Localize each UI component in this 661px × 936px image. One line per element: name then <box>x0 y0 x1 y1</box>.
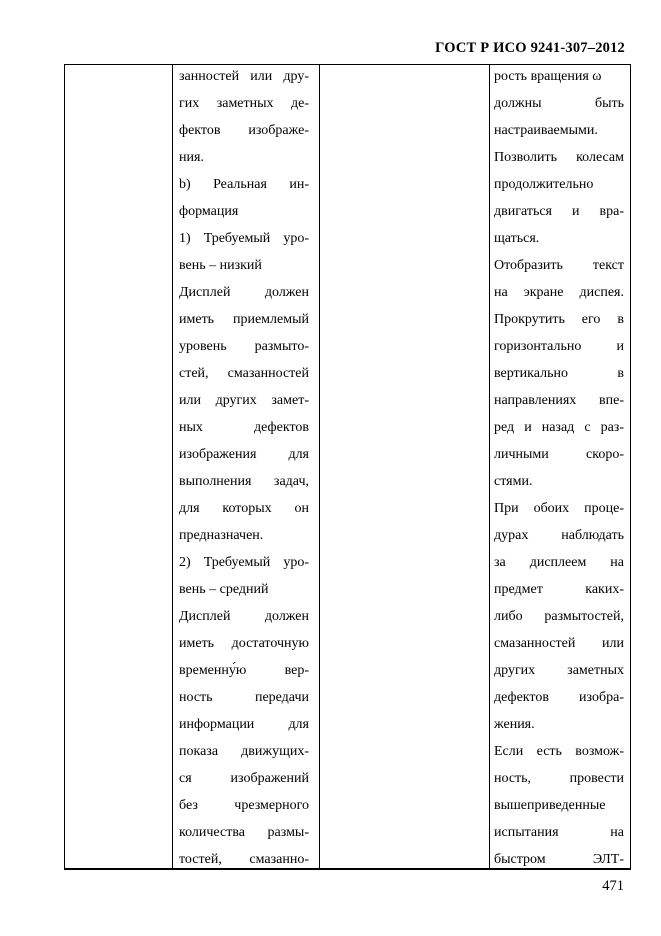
text-line: ность передачи <box>179 690 309 705</box>
text-line: тостей, смазанно- <box>179 852 309 867</box>
text-line: рость вращения ω <box>494 69 602 84</box>
text-line: информации для <box>179 717 309 732</box>
text-line: двигаться и вра- <box>494 204 624 219</box>
text-line: жения. <box>494 717 535 732</box>
text-line: ред и назад с раз- <box>494 420 624 435</box>
text-line: фектов изображе- <box>179 123 309 138</box>
page-number: 471 <box>602 878 624 894</box>
table-column-requirements <box>173 65 320 868</box>
text-line: должны быть <box>494 96 624 111</box>
text-line: без чрезмерного <box>179 798 309 813</box>
text-line: занностей или дру- <box>179 69 309 84</box>
test-procedure-text <box>490 63 630 873</box>
text-line: за дисплеем на <box>494 555 624 570</box>
text-line: быстром ЭЛТ- <box>494 852 624 867</box>
text-line: Отобразить текст <box>494 258 624 273</box>
text-line: вышеприведенные <box>494 798 606 813</box>
text-line: Дисплей должен <box>179 609 309 624</box>
text-line: личными скоро- <box>494 447 624 462</box>
text-line: смазанностей или <box>494 636 624 651</box>
text-line: вень – низкий <box>179 258 262 273</box>
text-line: или других замет- <box>179 393 309 408</box>
text-line: вень – средний <box>179 582 269 597</box>
text-line: ных дефектов <box>179 420 309 435</box>
text-line: на экране диспея. <box>494 285 624 300</box>
text-line: других заметных <box>494 663 624 678</box>
requirements-text <box>173 63 319 873</box>
text-line: для которых он <box>179 501 309 516</box>
text-line: временну́ю вер- <box>179 663 309 678</box>
text-line: b) Реальная ин- <box>179 177 309 192</box>
text-line: стями. <box>494 474 533 489</box>
text-line: настраиваемыми. <box>494 123 598 138</box>
text-line: ность, провести <box>494 771 624 786</box>
document-header: ГОСТ Р ИСО 9241-307–2012 <box>435 40 625 56</box>
text-line: уровень размыто- <box>179 339 309 354</box>
text-line: предмет каких- <box>494 582 624 597</box>
table-column-3 <box>320 65 490 868</box>
text-line: испытания на <box>494 825 624 840</box>
text-line: либо размытостей, <box>494 609 624 624</box>
table-column-1 <box>65 65 173 868</box>
text-line: иметь приемлемый <box>179 312 309 327</box>
text-line: количества размы- <box>179 825 309 840</box>
text-line: выполнения задач, <box>179 474 309 489</box>
text-line: показа движущих- <box>179 744 309 759</box>
table-column-test-procedure <box>490 65 630 868</box>
text-line: дурах наблюдать <box>494 528 624 543</box>
text-line: изображения для <box>179 447 309 462</box>
text-line: При обоих проце- <box>494 501 624 516</box>
text-line: стей, смазанностей <box>179 366 309 381</box>
text-line: предназначен. <box>179 528 264 543</box>
text-line: Прокрутить его в <box>494 312 624 327</box>
text-line: ся изображений <box>179 771 309 786</box>
text-line: Если есть возмож- <box>494 744 624 759</box>
requirements-table <box>64 64 631 870</box>
text-line: формация <box>179 204 239 219</box>
text-line: 1) Требуемый уро- <box>179 231 309 246</box>
text-line: иметь достаточную <box>179 636 309 651</box>
text-line: щаться. <box>494 231 540 246</box>
text-line: ния. <box>179 150 204 165</box>
text-line: продолжительно <box>494 177 594 192</box>
text-line: Дисплей должен <box>179 285 309 300</box>
text-line: дефектов изобра- <box>494 690 624 705</box>
text-line: Позволить колесам <box>494 150 624 165</box>
text-line: гих заметных де- <box>179 96 309 111</box>
text-line: вертикально в <box>494 366 624 381</box>
text-line: 2) Требуемый уро- <box>179 555 309 570</box>
text-line: горизонтально и <box>494 339 624 354</box>
text-line: направлениях впе- <box>494 393 624 408</box>
